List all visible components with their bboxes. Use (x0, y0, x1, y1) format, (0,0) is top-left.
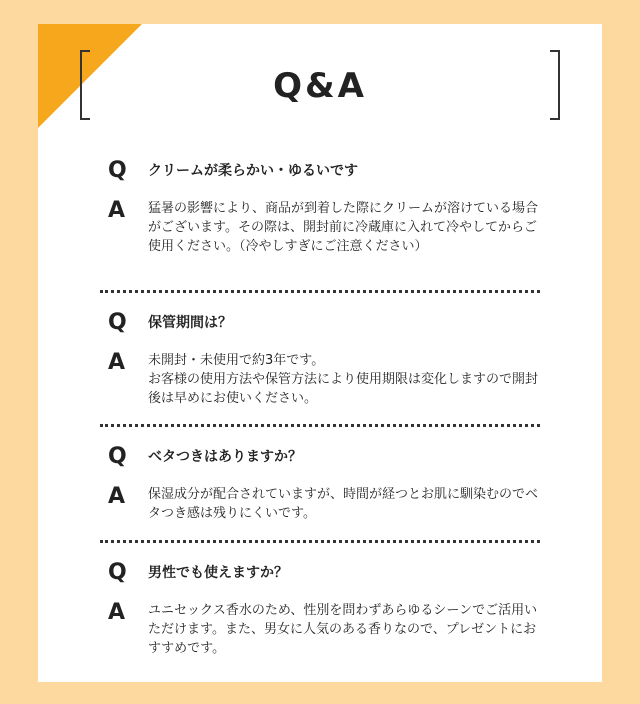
qa-item (108, 560, 548, 658)
divider (100, 540, 540, 543)
answer-row (108, 600, 548, 658)
divider (100, 290, 540, 293)
q-label: Q (108, 560, 127, 585)
answer-text: 保湿成分が配合されていますが、時間が経つとお肌に馴染むのでベタつき感は残りにくいです。 (148, 487, 539, 521)
a-label: A (108, 198, 126, 223)
question-row (108, 158, 548, 184)
a-label: A (108, 350, 126, 375)
a-label: A (108, 484, 126, 509)
q-label: Q (108, 310, 127, 335)
q-label: Q (108, 444, 127, 469)
question-row (108, 310, 548, 336)
answer-text: ユニセックス香水のため、性別を問わずあらゆるシーンでご活用いただけます。また、男女に人気のある香りなので、プレゼントにおすすめです。 (148, 603, 538, 656)
qa-item (108, 444, 548, 523)
qa-item (108, 158, 548, 256)
page-title: Q&A (273, 66, 367, 106)
answer-row (108, 484, 548, 523)
answer-row (108, 350, 548, 408)
divider (100, 424, 540, 427)
question-text: 男性でも使えますか？ (148, 565, 288, 581)
question-row (108, 444, 548, 470)
qa-item (108, 310, 548, 408)
question-text: 保管期間は？ (148, 315, 232, 331)
q-label: Q (108, 158, 127, 183)
a-label: A (108, 600, 126, 625)
question-row (108, 560, 548, 586)
question-text: ベタつきはありますか？ (148, 449, 302, 465)
answer-row (108, 198, 548, 256)
question-text: クリームが柔らかい・ゆるいです (148, 163, 358, 179)
answer-text: 猛暑の影響により、商品が到着した際にクリームが溶けている場合がございます。その際は、開封前に冷蔵庫に入れて冷やしてからご使用ください。（冷やしすぎにご注意ください） (148, 201, 539, 254)
qa-card (38, 24, 602, 682)
answer-text: 未開封・未使用で約3年です。 お客様の使用方法や保管方法により使用期限は変化しますので開封後は早めにお使いください。 (148, 353, 539, 406)
